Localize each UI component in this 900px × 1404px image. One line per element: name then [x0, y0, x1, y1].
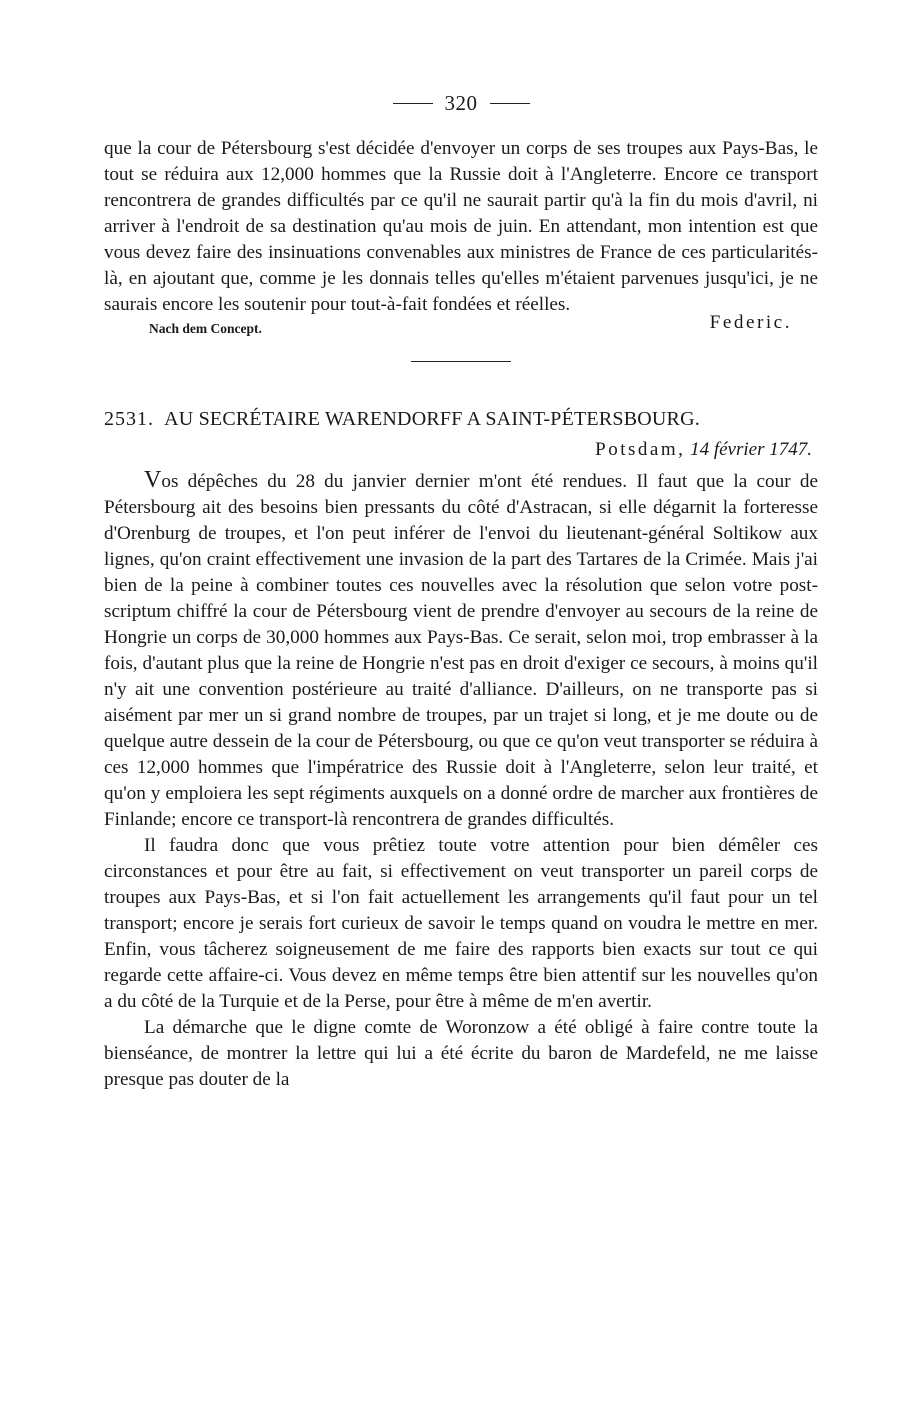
letter-paragraph-3: La démarche que le digne comte de Woronzow a été obligé à faire contre toute la bienséance, de montrer la lettre qui lui a été écrite du baron de Mardefeld, ne me laisse presque pas douter de la — [104, 1017, 818, 1090]
header-rule-left — [393, 103, 433, 104]
header-rule-right — [490, 103, 530, 104]
section-divider — [411, 361, 511, 362]
letter-body — [104, 467, 818, 1093]
letter-title: AU SECRÉTAIRE WARENDORFF A SAINT-PÉTERSBOURG. — [164, 408, 700, 430]
previous-letter-text: que la cour de Pétersbourg s'est décidée d'envoyer un corps de ses troupes aux Pays-Bas, le tout se réduira aux 12,000 hommes que la Russie doit à l'Angleterre. Encore ce transport rencontrera de grandes difficultés par ce qu'il ne saurait partir qu'à la fin du mois d'avril, ni arriver à l'endroit de sa destination qu'au mois de juin. En attendant, mon intention est que vous devez faire des insinuations convenables aux ministres de France de ces particularités-là, en ajoutant que, comme je les donnais telles qu'elles m'étaient parvenues jusqu'ici, je ne saurais encore les soutenir pour tout-à-fait fondées et réelles. — [104, 138, 818, 315]
page-header — [104, 88, 818, 118]
document-page — [104, 88, 818, 1093]
page-number: 320 — [444, 90, 478, 115]
letter-number: 2531. — [104, 408, 154, 430]
dateline-date: 14 février 1747. — [690, 439, 812, 460]
dateline-place: Potsdam, — [595, 439, 686, 460]
source-note: Nach dem Concept. — [149, 321, 262, 336]
previous-letter — [104, 136, 818, 343]
letter-paragraph-2: Il faudra donc que vous prêtiez toute votre attention pour bien démêler ces circonstances et pour être au fait, si effectivement on veut transporter un pareil corps de troupes aux Pays-Bas, et si l'on fait actuellement les arrangements qu'il faut pour un tel transport; encore je serais fort curieux de savoir le temps quand on voudra le mettre en mer. Enfin, vous tâcherez soigneusement de me faire des rapports bien exacts sur tout ce qui regarde cette affaire-ci. Vous devez en même temps être bien attentif sur les nouvelles qu'on a du côté de la Turquie et de la Perse, pour être à même de m'en avertir. — [104, 835, 818, 1012]
letter-heading — [104, 408, 818, 431]
letter-paragraph-1: Vos dépêches du 28 du janvier dernier m'ont été rendues. Il faut que la cour de Pétersbourg ait des besoins bien pressants du côté d'Astracan, si elle dégarnit la forteresse d'Orenburg de troupes, et l'on peut inférer de l'envoi du lieutenant-général Soltikow aux lignes, qu'on craint effectivement une invasion de la part des Tartares de la Crimée. Mais j'ai bien de la peine à combiner toutes ces nouvelles avec la résolution que selon votre post-scriptum chiffré la cour de Pétersbourg vient de prendre d'envoyer au secours de la reine de Hongrie un corps de 30,000 hommes aux Pays-Bas. Ce serait, selon moi, trop embrasser à la fois, d'autant plus que la reine de Hongrie n'est pas en droit d'exiger ce secours, à moins qu'il n'y ait une convention postérieure au traité d'alliance. D'ailleurs, on ne transporte pas si aisément par mer un si grand nombre de troupes, par un trajet si long, et je me doute ou de quelque autre dessein de la cour de Pétersbourg, ou que ce qu'on veut transporter se réduira à ces 12,000 hommes que l'impératrice des Russie doit à l'Angleterre, selon leur traité, et qu'on y emploiera les sept régiments auxquels on a donné ordre de marcher aux frontières de Finlande; encore ce transport-là rencontrera de grandes difficultés. — [104, 467, 818, 830]
dateline — [104, 439, 812, 467]
signature: Federic. — [709, 312, 792, 333]
